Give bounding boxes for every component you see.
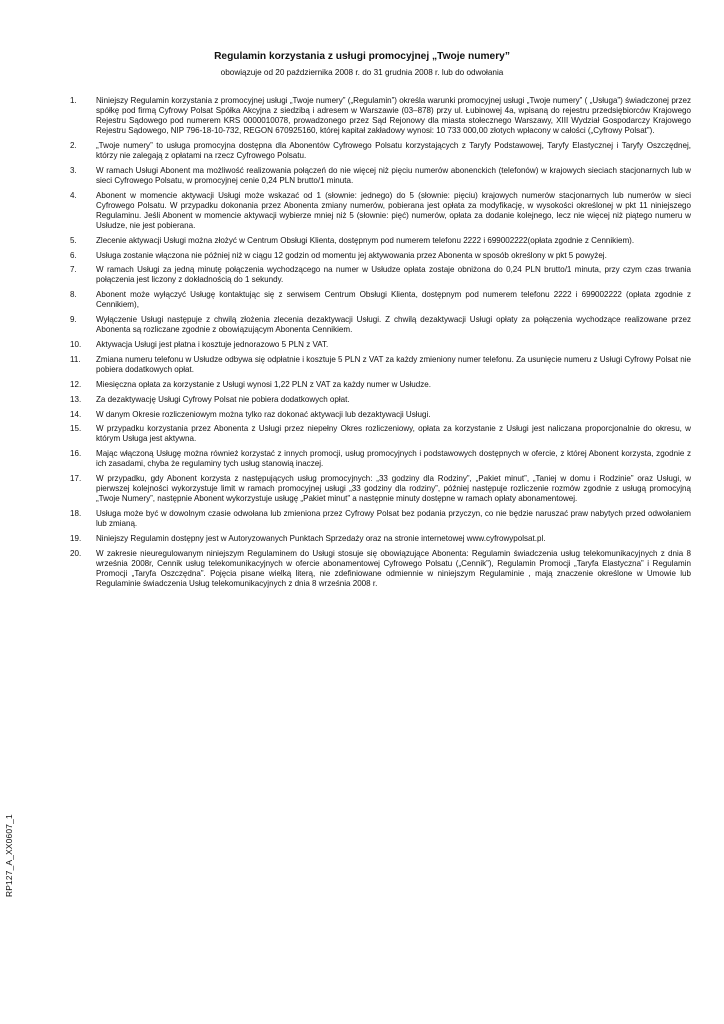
item-number: 13. [70, 394, 82, 404]
document-title: Regulamin korzystania z usługi promocyjnej „Twoje numery” [214, 51, 510, 62]
list-item [70, 380, 691, 390]
item-number: 4. [70, 190, 77, 200]
item-number: 3. [70, 165, 77, 175]
list-item [70, 424, 691, 444]
item-text: Wyłączenie Usługi następuje z chwilą złożenia zlecenia dezaktywacji Usługi. Z chwilą dezaktywacji Usługi opłaty za połączenia wychodzące realizowane przez Abonenta są rozliczane zgodnie z obowiązującym Abonenta Cennikiem. [96, 315, 691, 335]
document-subtitle: obowiązuje od 20 października 2008 r. do 31 grudnia 2008 r. lub do odwołania [220, 68, 504, 77]
item-number: 8. [70, 290, 77, 300]
item-text: Usługa zostanie włączona nie później niż w ciągu 12 godzin od momentu jej aktywowania przez Abonenta w sposób określony w pkt 5 powyżej. [96, 250, 607, 260]
item-text: Miesięczna opłata za korzystanie z Usługi wynosi 1,22 PLN z VAT za każdy numer w Usłudze. [96, 379, 431, 389]
document-code: RP127_A_XX0607_1 [4, 814, 14, 897]
item-text: Abonent w momencie aktywacji Usługi może wskazać od 1 (słownie: jednego) do 5 (słownie: pięciu) krajowych numerów stacjonarnych lub numerów w sieci Cyfrowego Polsatu. W przypadku dokonania przez Abonenta zmiany numerów, pobierana jest opłata za modyfikację, w wysokości określonej w pkt 11 niniejszego Regulaminu. Jeśli Abonent w momencie aktywacji wybierze mniej niż 5 (słownie: pięć) numerów, opłata za dodanie kolejnego, lecz nie więcej niż piątego numeru w Usłudze, nie jest pobierana. [96, 190, 691, 230]
list-item [70, 141, 691, 161]
item-text: W przypadku, gdy Abonent korzysta z następujących usług promocyjnych: „33 godziny dla Rodziny”, „Pakiet minut”, „Taniej w domu i Rodzinie” oraz Usługi, w pierwszej kolejności wykorzystuje limit w ramach promocyjnej usługi „33 godziny dla rodziny”, później następuje rozliczenie rozmów zgodnie z usługą promocyjną „Twoje Numery”, następnie Abonent wykorzystuje usługę „Pakiet minut” a następnie minuty dostępne w ramach opłaty abonamentowej. [96, 474, 691, 504]
item-number: 12. [70, 379, 82, 389]
list-item [70, 236, 691, 246]
item-text: Usługa może być w dowolnym czasie odwołana lub zmieniona przez Cyfrowy Polsat bez podania przyczyn, co nie będzie naruszać praw nabytych przed odwołaniem lub zmianą. [96, 509, 691, 529]
item-number: 15. [70, 424, 82, 434]
list-item [70, 251, 691, 261]
item-text: W zakresie nieuregulowanym niniejszym Regulaminem do Usługi stosuje się obowiązujące Abonenta: Regulamin świadczenia usług telekomunikacyjnych z dnia 8 września 2008r, Cennik usług telekomunikacyjnych w ofercie abonamentowej Cyfrowego Polsatu („Cennik”), Regulamin Promocji „Taryfa Elastyczna” i Regulamin Promocji „Taryfa Oszczędna”. Pojęcia pisane wielką literą, nie zdefiniowane odmiennie w niniejszym Regulaminie , mają znaczenie określone w Umowie lub Regulaminie świadczenia Usług telekomunikacyjnych z dnia 8 września 2008 r. [96, 548, 691, 588]
item-number: 9. [70, 315, 77, 325]
item-number: 20. [70, 548, 82, 558]
list-item [70, 410, 691, 420]
list-item [70, 340, 691, 350]
item-text: W ramach Usługi Abonent ma możliwość realizowania połączeń do nie więcej niż pięciu numerów abonenckich (telefonów) w krajowych sieciach stacjonarnych lub w sieci Cyfrowego Polsatu, w promocyjnej cenie 0,24 PLN brutto/1 minuta. [96, 165, 691, 185]
item-number: 5. [70, 235, 77, 245]
list-item [70, 265, 691, 285]
list-item [70, 355, 691, 375]
item-number: 18. [70, 509, 82, 519]
item-number: 19. [70, 533, 82, 543]
item-number: 17. [70, 474, 82, 484]
list-item [70, 290, 691, 310]
item-text: Aktywacja Usługi jest płatna i kosztuje jednorazowo 5 PLN z VAT. [96, 340, 329, 350]
item-number: 7. [70, 265, 77, 275]
item-text: Niniejszy Regulamin dostępny jest w Autoryzowanych Punktach Sprzedaży oraz na stronie internetowej www.cyfrowypolsat.pl. [96, 533, 546, 543]
list-item [70, 166, 691, 186]
item-text: Abonent może wyłączyć Usługę kontaktując się z serwisem Centrum Obsługi Klienta, dostępnym pod numerem telefonu 2222 i 699002222 (opłata zgodnie z Cennikiem), [96, 290, 691, 310]
list-item [70, 534, 691, 544]
item-number: 10. [70, 340, 82, 350]
item-number: 1. [70, 96, 77, 105]
item-number: 2. [70, 140, 77, 150]
item-text: Zlecenie aktywacji Usługi można złożyć w Centrum Obsługi Klienta, dostępnym pod numerem telefonu 2222 i 699002222(opłata zgodnie z Cennikiem). [96, 235, 635, 245]
list-item [70, 315, 691, 335]
list-item [70, 449, 691, 469]
item-number: 6. [70, 250, 77, 260]
list-item [70, 191, 691, 231]
item-text: Mając włączoną Usługę można również korzystać z innych promocji, usług promocyjnych i podstawowych dostępnych w ofercie, z której Abonent korzysta, zgodnie z ich zasadami, chyba że regulaminy tych usług stanowią inaczej. [96, 449, 691, 469]
list-item [70, 509, 691, 529]
item-number: 14. [70, 409, 82, 419]
list-item [70, 549, 691, 589]
list-item [70, 474, 691, 504]
item-text: W danym Okresie rozliczeniowym można tylko raz dokonać aktywacji lub dezaktywacji Usługi. [96, 409, 431, 419]
list-item [70, 395, 691, 405]
item-text: W przypadku korzystania przez Abonenta z Usługi przez niepełny Okres rozliczeniowy, opłata za korzystanie z Usługi jest naliczana proporcjonalnie do okresu, w którym Usługa jest aktywna. [96, 424, 691, 444]
list-item [70, 96, 691, 136]
item-text: W ramach Usługi za jedną minutę połączenia wychodzącego na numer w Usłudze opłata zostaje obniżona do 0,24 PLN brutto/1 minuta, przy czym czas trwania połączenia jest liczony z dokładnością do 1 sekundy. [96, 265, 691, 285]
item-number: 16. [70, 449, 82, 459]
item-text: „Twoje numery” to usługa promocyjna dostępna dla Abonentów Cyfrowego Polsatu korzystających z Taryfy Podstawowej, Taryfy Elastycznej i Taryfy Oszczędnej, którzy nie zalegają z opłatami na rzecz Cyfrowego Polsatu. [96, 140, 691, 161]
item-text: Za dezaktywację Usługi Cyfrowy Polsat nie pobiera dodatkowych opłat. [96, 394, 350, 404]
item-number: 11. [70, 354, 81, 364]
item-text: Zmiana numeru telefonu w Usłudze odbywa się odpłatnie i kosztuje 5 PLN z VAT za każdy zmieniony numer telefonu. Za usunięcie numeru z Usługi Cyfrowy Polsat nie pobiera dodatkowych opłat. [96, 354, 691, 374]
item-text: Niniejszy Regulamin korzystania z promocyjnej usługi „Twoje numery” („Regulamin”) określa warunki promocyjnej usługi „Twoje numery” ( „Usługa”) świadczonej przez spółkę pod firmą Cyfrowy Polsat Spółka Akcyjna z siedzibą i adresem w Warszawie (03–878) przy ul. Łubinowej 4a, wpisaną do rejestru przedsiębiorców Krajowego Rejestru Sądowego pod numerem KRS 0000010078, prowadzonego przez Sąd Rejonowy dla miasta stołecznego Warszawy, XIII Wydział Gospodarczy Krajowego Rejestru Sądowego, NIP 796-18-10-732, REGON 670925160, której kapitał zakładowy wynosi: 10 733 000,00 złotych wpłacony w całości („Cyfrowy Polsat”). [96, 96, 691, 136]
terms-list [70, 96, 691, 594]
